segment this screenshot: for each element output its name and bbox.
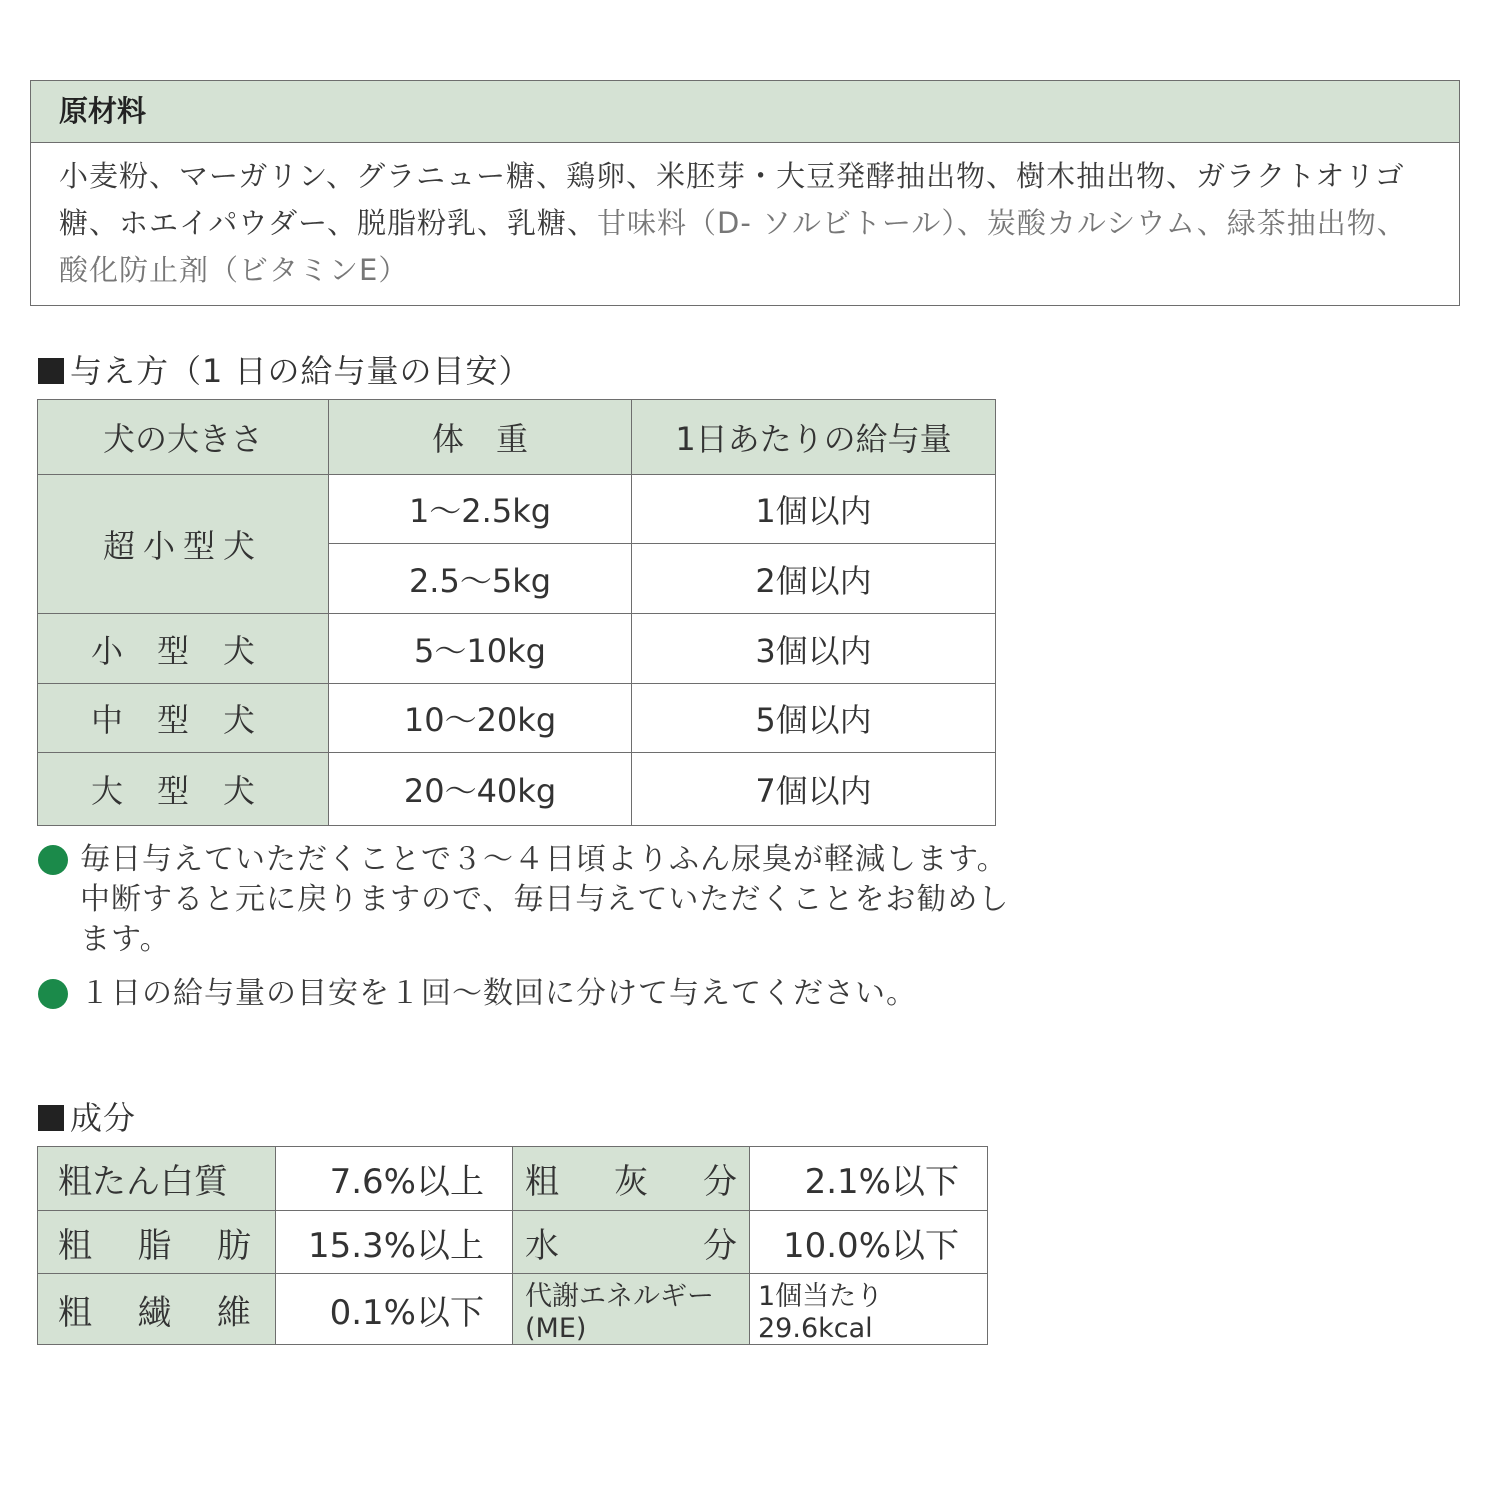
- composition-value: 0.1%以下: [276, 1274, 513, 1345]
- weight-cell: 20〜40kg: [329, 753, 632, 826]
- square-bullet-icon: [38, 358, 64, 384]
- composition-value: 2.1%以下: [750, 1147, 988, 1211]
- feeding-title: 与え方（1 日の給与量の目安）: [70, 352, 532, 390]
- weight-cell: 5〜10kg: [329, 614, 632, 684]
- table-row: [38, 684, 996, 753]
- note-text: １日の給与量の目安を１回～数回に分けて与えてください。: [80, 976, 917, 1011]
- dog-size-cell: 中型犬: [38, 684, 329, 753]
- composition-value: 1個当たり 29.6kcal: [750, 1274, 988, 1345]
- table-row: [38, 475, 996, 544]
- amount-cell: 7個以内: [632, 753, 996, 826]
- composition-section-heading: [38, 1093, 136, 1139]
- weight-cell: 10〜20kg: [329, 684, 632, 753]
- list-item: [38, 840, 1018, 960]
- ingredients-text: [31, 143, 1459, 294]
- ingredients-title: 原材料: [31, 81, 1459, 143]
- amount-cell: 3個以内: [632, 614, 996, 684]
- green-dot-icon: [38, 845, 68, 875]
- header-dog-size: 犬の大きさ: [38, 400, 329, 475]
- feeding-notes: [38, 840, 1018, 1028]
- ingredients-additives: 甘味料（D- ソルビトール）、炭酸カルシウム、緑茶抽出物、酸化防止剤（ビタミンE）: [59, 206, 1407, 287]
- composition-value: 10.0%以下: [750, 1211, 988, 1274]
- ingredients-box: [30, 80, 1460, 306]
- dog-size-cell: 小型犬: [38, 614, 329, 684]
- table-row: [38, 753, 996, 826]
- composition-label: 水 分: [525, 1225, 737, 1266]
- composition-label-cell: [513, 1147, 750, 1211]
- weight-cell: 1〜2.5kg: [329, 475, 632, 544]
- ingredients-main: 小麦粉、マーガリン、グラニュー糖、鶏卵、米胚芽・大豆発酵抽出物、樹木抽出物、ガラクトオリゴ糖、ホエイパウダー、脱脂粉乳、乳糖、: [59, 159, 1405, 240]
- composition-label-cell: [38, 1274, 276, 1345]
- amount-cell: 5個以内: [632, 684, 996, 753]
- composition-label-cell: [38, 1211, 276, 1274]
- square-bullet-icon: [38, 1105, 64, 1131]
- feeding-table: [37, 399, 996, 826]
- note-text: 毎日与えていただくことで３～４日頃よりふん尿臭が軽減します。中断すると元に戻りますので、毎日与えていただくことをお勧めします。: [80, 842, 1010, 957]
- amount-cell: 2個以内: [632, 544, 996, 614]
- composition-label-cell: [38, 1147, 276, 1211]
- composition-table: [37, 1146, 988, 1345]
- table-row: [38, 1274, 988, 1345]
- feeding-section-heading: [38, 346, 532, 392]
- header-daily-amount: 1日あたりの給与量: [632, 400, 996, 475]
- composition-label-cell: [513, 1211, 750, 1274]
- composition-label: 粗 繊 維: [58, 1292, 251, 1333]
- header-weight: 体 重: [329, 400, 632, 475]
- composition-label: 粗たん白質: [58, 1162, 228, 1202]
- composition-label: 粗 灰 分: [525, 1162, 737, 1202]
- dog-size-cell: 大型犬: [38, 753, 329, 826]
- composition-value: 7.6%以上: [276, 1147, 513, 1211]
- table-row: [38, 614, 996, 684]
- table-header-row: [38, 400, 996, 475]
- composition-value: 15.3%以上: [276, 1211, 513, 1274]
- dog-size-cell: 超小型犬: [38, 475, 329, 614]
- amount-cell: 1個以内: [632, 475, 996, 544]
- list-item: [38, 974, 1018, 1014]
- green-dot-icon: [38, 979, 68, 1009]
- table-row: [38, 1211, 988, 1274]
- weight-cell: 2.5〜5kg: [329, 544, 632, 614]
- composition-label: 粗 脂 肪: [58, 1225, 251, 1266]
- composition-label: 代謝エネルギー(ME): [513, 1274, 750, 1345]
- composition-title: 成分: [70, 1099, 137, 1137]
- table-row: [38, 1147, 988, 1211]
